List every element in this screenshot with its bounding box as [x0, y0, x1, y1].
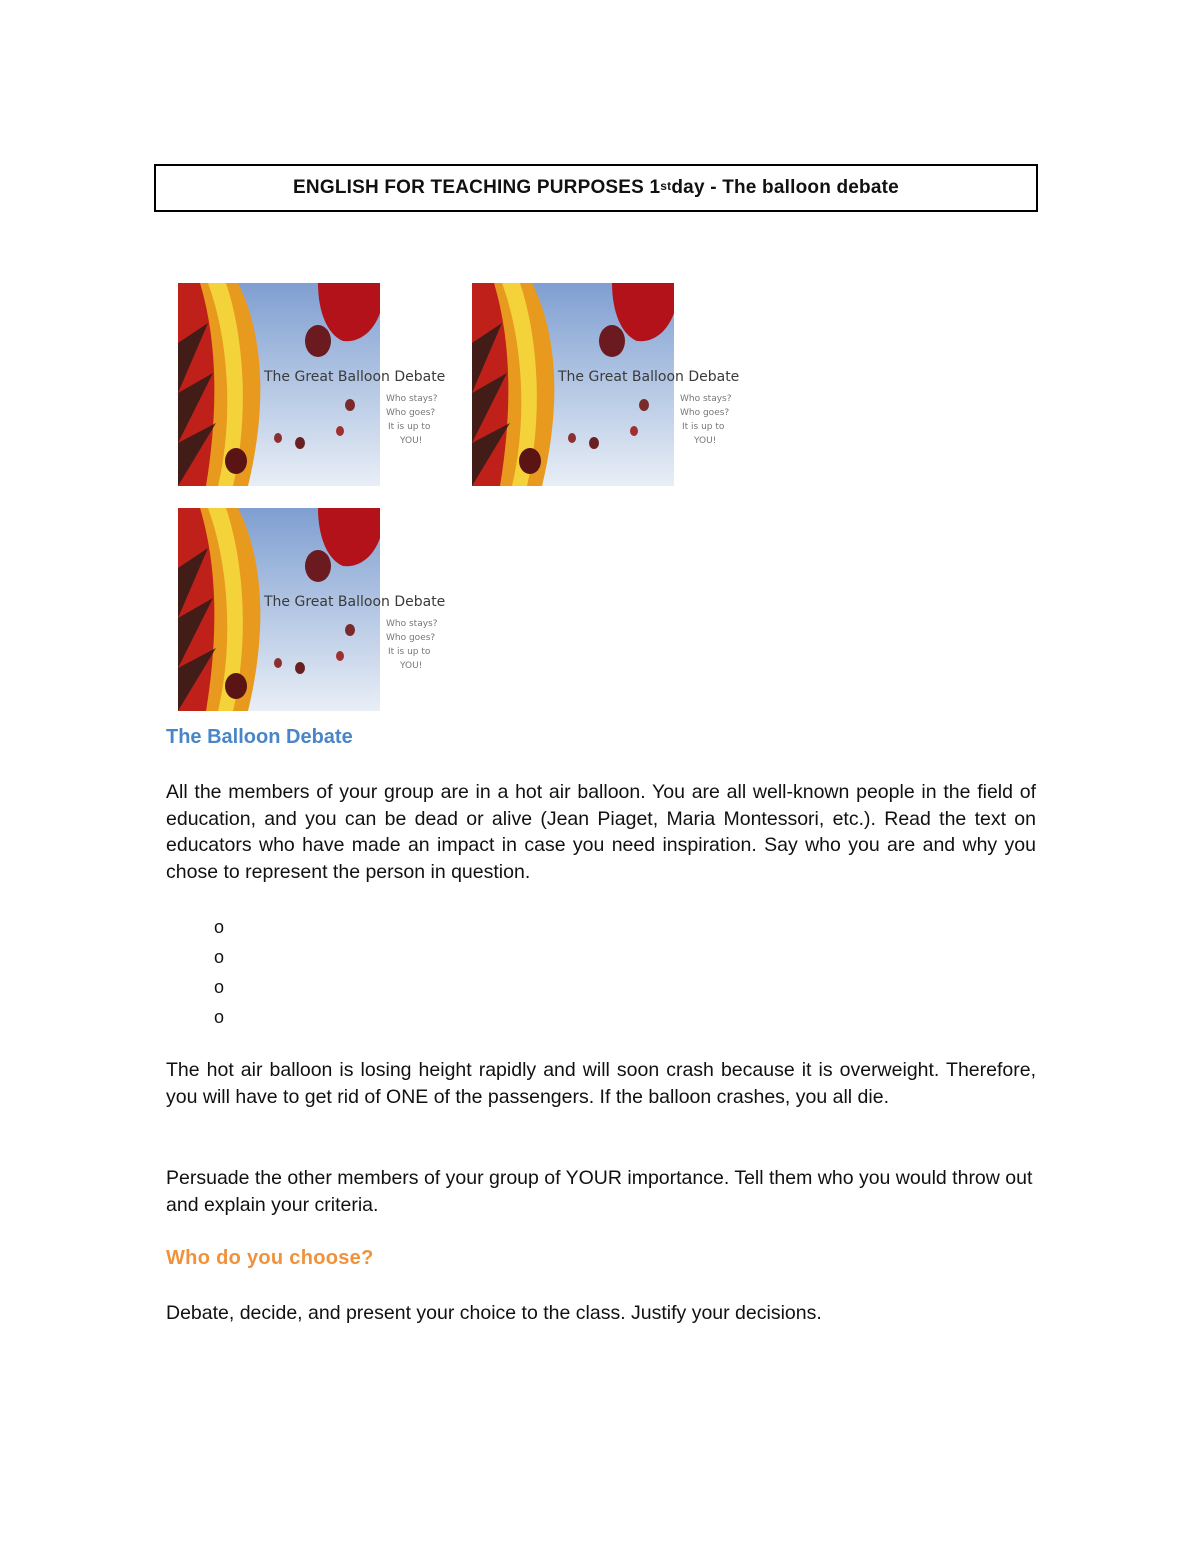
poster-title: The Great Balloon Debate: [264, 594, 446, 610]
list-item: o: [214, 947, 225, 967]
poster-line-1: Who stays?: [386, 619, 438, 629]
poster-line-1: Who stays?: [386, 394, 438, 404]
poster-line-2: Who goes?: [386, 633, 436, 643]
question-heading: Who do you choose?: [166, 1247, 374, 1269]
poster-image: [472, 283, 762, 488]
poster-line-4: YOU!: [400, 436, 423, 446]
poster-line-2: Who goes?: [680, 408, 730, 418]
balloon-debate-poster-2: [472, 283, 762, 488]
title-prefix: ENGLISH FOR TEACHING PURPOSES 1: [293, 177, 661, 198]
scenario-paragraph: The hot air balloon is losing height rapidly and will soon crash because it is overweight. Therefore, you will have to get rid of ONE of the passengers. If the balloon crashes, you all die.: [166, 1059, 1036, 1108]
bullet-list: [214, 912, 224, 1032]
list-item: o: [214, 917, 225, 937]
poster-line-2: Who goes?: [386, 408, 436, 418]
title-superscript: st: [660, 179, 672, 193]
poster-title: The Great Balloon Debate: [264, 369, 446, 385]
poster-line-1: Who stays?: [680, 394, 732, 404]
list-item: o: [214, 977, 225, 997]
poster-line-4: YOU!: [694, 436, 717, 446]
balloon-debate-poster-3: [178, 508, 468, 713]
poster-image: [178, 508, 468, 713]
poster-line-3: It is up to: [388, 422, 431, 432]
section-heading: The Balloon Debate: [166, 726, 353, 748]
list-item: o: [214, 1007, 225, 1027]
document-title: [154, 164, 1038, 212]
intro-paragraph: All the members of your group are in a hot air balloon. You are all well-known people in the field of education, and you can be dead or alive (Jean Piaget, Maria Montessori, etc.). Read the text on educators who have made an impact in case you need inspiration. Say who you are and why you chose to represent the person in question.: [166, 781, 1036, 883]
poster-line-3: It is up to: [388, 647, 431, 657]
poster-image: [178, 283, 468, 488]
persuade-paragraph: Persuade the other members of your group of YOUR importance. Tell them who you would throw out and explain your criteria.: [166, 1167, 1033, 1216]
instruction-paragraph: Debate, decide, and present your choice to the class. Justify your decisions.: [166, 1302, 822, 1324]
poster-line-4: YOU!: [400, 661, 423, 671]
poster-line-3: It is up to: [682, 422, 725, 432]
poster-title: The Great Balloon Debate: [558, 369, 740, 385]
balloon-debate-poster-1: [178, 283, 468, 488]
title-suffix: day - The balloon debate: [671, 177, 899, 198]
